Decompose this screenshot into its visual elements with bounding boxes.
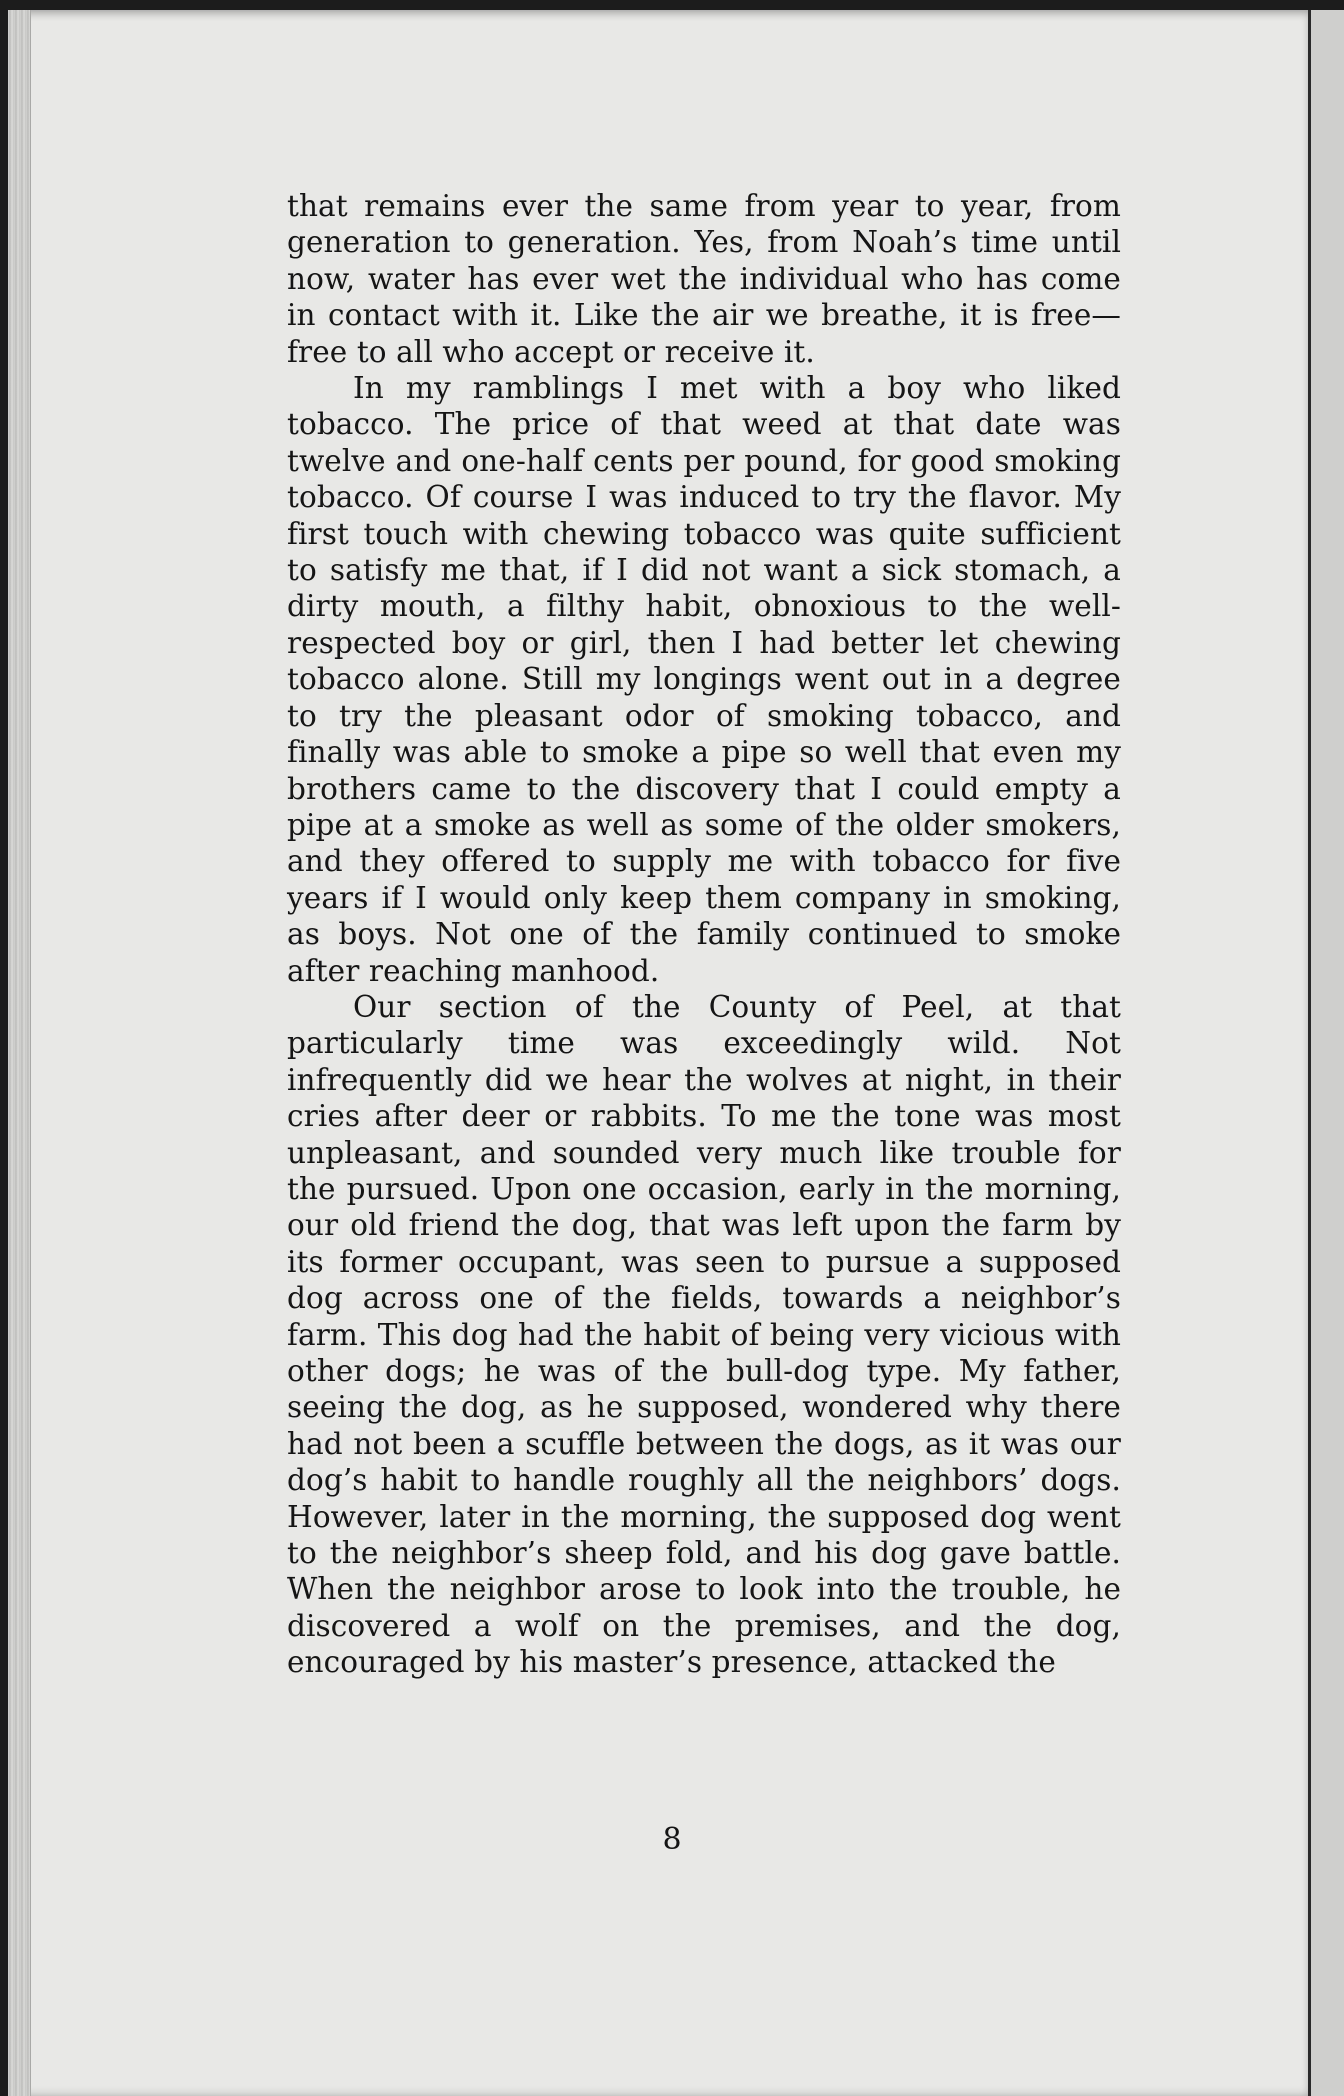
paragraph-wolf: Our section of the County of Peel, at that particularly time was exceedingly wild. Not infrequently did we hear the wolves at night, in their cries after deer or rabbits. To me the tone was most unpleasant, and sounded very much like trouble for the pursued. Upon one occasion, early in the morning, our old friend the dog, that was left upon the farm by its former occupant, was seen to pursue a supposed dog across one of the fields, towards a neighbor’s farm. This dog had the habit of being very vicious with other dogs; he was of the bull-dog type. My father, seeing the dog, as he supposed, wondered why there had not been a scuffle between the dogs, as it was our dog’s habit to handle roughly all the neighbors’ dogs. However, later in the morning, the supposed dog went to the neighbor’s sheep fold, and his dog gave battle. When the neighbor arose to look into the trouble, he discovered a wolf on the premises, and the dog, encouraged by his master’s presence, attacked the (287, 989, 1121, 1680)
page-body-text (287, 188, 1121, 1681)
paragraph-tobacco: In my ramblings I met with a boy who liked tobacco. The price of that weed at that date was twelve and one-half cents per pound, for good smoking tobacco. Of course I was induced to try the flavor. My first touch with chewing tobacco was quite sufficient to satisfy me that, if I did not want a sick stomach, a dirty mouth, a filthy habit, obnoxious to the well-respected boy or girl, then I had better let chewing tobacco alone. Still my longings went out in a degree to try the pleasant odor of smoking tobacco, and finally was able to smoke a pipe so well that even my brothers came to the discovery that I could empty a pipe at a smoke as well as some of the older smokers, and they offered to supply me with tobacco for five years if I would only keep them company in smoking, as boys. Not one of the family continued to smoke after reaching manhood. (287, 371, 1121, 988)
paragraph-water: that remains ever the same from year to year, from generation to generation. Yes, from Noah’s time until now, water has ever wet the individual who has come in contact with it. Like the air we breathe, it is free—free to all who accept or receive it. (287, 189, 1121, 369)
page-number: 8 (662, 1822, 682, 1857)
next-page-edge (1308, 10, 1344, 2096)
page-binding-edge (8, 10, 31, 2096)
